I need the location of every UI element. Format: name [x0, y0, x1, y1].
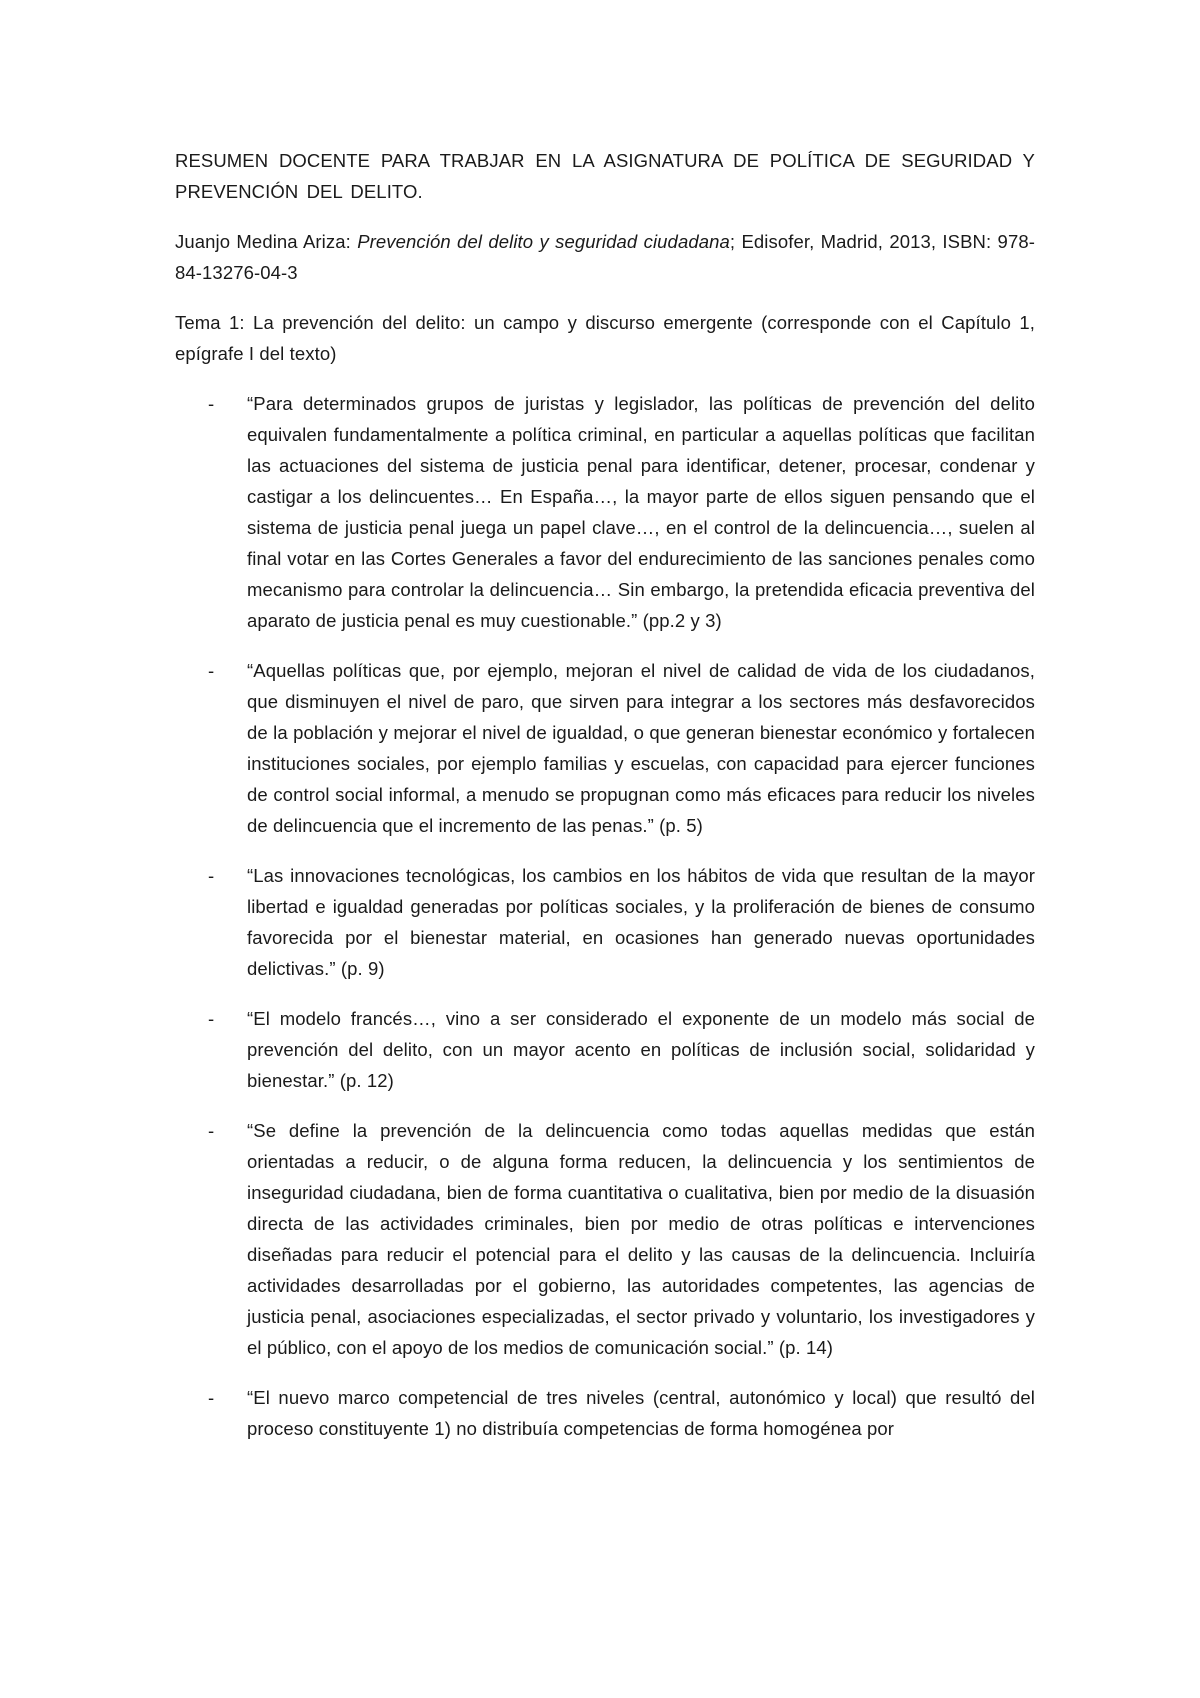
author-name: Juanjo Medina Ariza:: [175, 231, 358, 252]
list-item: [175, 655, 1035, 841]
quote-text: “El modelo francés…, vino a ser considerado el exponente de un modelo más social de prevención del delito, con un mayor acento en políticas de inclusión social, solidaridad y bienestar.” (p. 12): [247, 1008, 1035, 1091]
bullet-dash: -: [208, 660, 215, 681]
topic-heading: Tema 1: La prevención del delito: un campo y discurso emergente (corresponde con el Capítulo 1, epígrafe I del texto): [175, 312, 1035, 364]
bullet-dash: -: [208, 1120, 215, 1141]
quote-list: [175, 388, 1035, 1444]
list-item: [175, 1115, 1035, 1363]
quote-text: “Aquellas políticas que, por ejemplo, mejoran el nivel de calidad de vida de los ciudadanos, que disminuyen el nivel de paro, que sirven para integrar a los sectores más desfavorecidos de la población y mejorar el nivel de igualdad, o que generan bienestar económico y fortalecen instituciones sociales, por ejemplo familias y escuelas, con capacidad para ejercer funciones de control social informal, a menudo se propugnan como más eficaces para reducir los niveles de delincuencia que el incremento de las penas.” (p. 5): [247, 660, 1035, 836]
author-citation: [175, 226, 1035, 288]
quote-text: “Las innovaciones tecnológicas, los cambios en los hábitos de vida que resultan de la mayor libertad e igualdad generadas por políticas sociales, y la proliferación de bienes de consumo favorecida por el bienestar material, en ocasiones han generado nuevas oportunidades delictivas.” (p. 9): [247, 865, 1035, 979]
quote-text: “El nuevo marco competencial de tres niveles (central, autonómico y local) que resultó del proceso constituyente 1) no distribuía competencias de forma homogénea por: [247, 1387, 1035, 1439]
quote-text: “Para determinados grupos de juristas y legislador, las políticas de prevención del delito equivalen fundamentalmente a política criminal, en particular a aquellas políticas que facilitan las actuaciones del sistema de justicia penal para identificar, detener, procesar, condenar y castigar a los delincuentes… En España…, la mayor parte de ellos siguen pensando que el sistema de justicia penal juega un papel clave…, en el control de la delincuencia…, suelen al final votar en las Cortes Generales a favor del endurecimiento de las sanciones penales como mecanismo para controlar la delincuencia… Sin embargo, la pretendida eficacia preventiva del aparato de justicia penal es muy cuestionable.” (pp.2 y 3): [247, 393, 1035, 631]
document-page: [175, 145, 1035, 1463]
publisher-info: ; Edisofer, Madrid, 2013, ISBN: 978-84-13276-04-3: [175, 231, 1035, 283]
bullet-dash: -: [208, 1008, 215, 1029]
list-item: [175, 388, 1035, 636]
bullet-dash: -: [208, 393, 215, 414]
work-title: Prevención del delito y seguridad ciudadana: [357, 231, 730, 252]
list-item: [175, 1382, 1035, 1444]
list-item: [175, 860, 1035, 984]
document-title: RESUMEN DOCENTE PARA TRABJAR EN LA ASIGNATURA DE POLÍTICA DE SEGURIDAD Y PREVENCIÓN DEL DELITO.: [175, 150, 1035, 202]
list-item: [175, 1003, 1035, 1096]
bullet-dash: -: [208, 865, 215, 886]
quote-text: “Se define la prevención de la delincuencia como todas aquellas medidas que están orientadas a reducir, o de alguna forma reducen, la delincuencia y los sentimientos de inseguridad ciudadana, bien de forma cuantitativa o cualitativa, bien por medio de la disuasión directa de las actividades criminales, bien por medio de otras políticas e intervenciones diseñadas para reducir el potencial para el delito y las causas de la delincuencia. Incluiría actividades desarrolladas por el gobierno, las autoridades competentes, las agencias de justicia penal, asociaciones especializadas, el sector privado y voluntario, los investigadores y el público, con el apoyo de los medios de comunicación social.” (p. 14): [247, 1120, 1035, 1358]
bullet-dash: -: [208, 1387, 215, 1408]
